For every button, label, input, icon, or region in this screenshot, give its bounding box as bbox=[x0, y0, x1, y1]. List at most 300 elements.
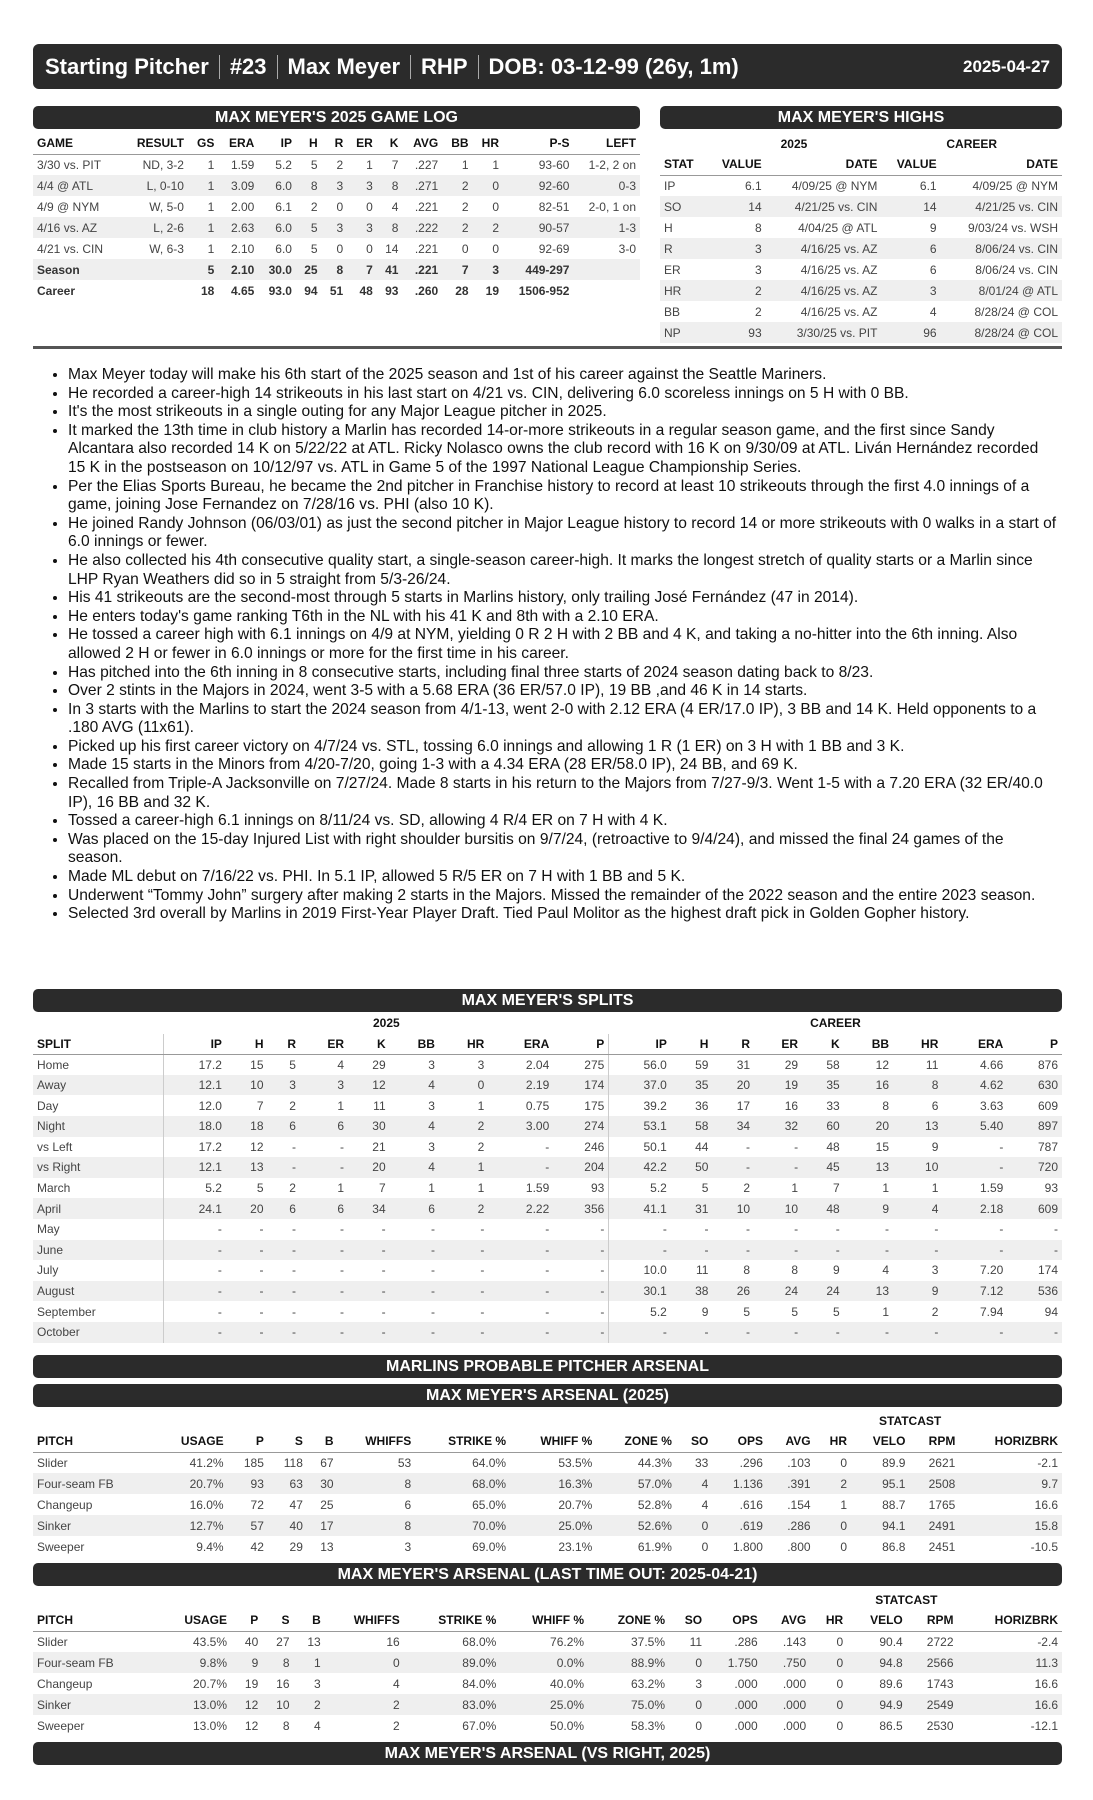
highs-cell: 3 bbox=[706, 238, 765, 259]
gamelog-cell: 28 bbox=[455, 283, 469, 298]
note-item: • Made ML debut on 7/16/22 vs. PHI. In 5.1 IP, allowed 5 R/5 ER on 7 H with 1 BB and 5 K. bbox=[68, 868, 1058, 887]
arsenal-cell: 72 bbox=[250, 1497, 264, 1512]
arsenal-col-header: USAGE bbox=[155, 1431, 228, 1452]
splits-cell: - bbox=[844, 1240, 893, 1261]
note-item: • Recalled from Triple-A Jacksonville on 7/27/24. Made 8 starts in his return to the Majors from 7/27-9/3. Went 1-5 with a 7.20 ERA (32 ER/40.0 IP), 16 BB and 32 K. bbox=[68, 775, 1058, 812]
note-item: • Underwent “Tommy John” surgery after making 2 starts in the Majors. Missed the remainder of the 2022 season and the entire 2023 season. bbox=[68, 887, 1058, 906]
arsenal-cell: 185 bbox=[243, 1455, 264, 1470]
highs-cell: 8/06/24 vs. CIN bbox=[975, 262, 1058, 277]
splits-cell: 18 bbox=[226, 1116, 268, 1137]
splits-cell: - bbox=[291, 1304, 296, 1319]
splits-cell: 4 bbox=[882, 1263, 890, 1278]
splits-row bbox=[33, 1137, 1062, 1158]
gamelog-cell: 0 bbox=[366, 199, 373, 214]
gamelog-cell: 8 bbox=[377, 175, 403, 196]
gamelog-cell: 0 bbox=[492, 199, 499, 214]
splits-cell: 3 bbox=[931, 1263, 939, 1278]
highs-header-row bbox=[660, 154, 1062, 175]
gamelog-cell: 2.10 bbox=[231, 241, 255, 256]
splits-col-header: H bbox=[226, 1034, 268, 1055]
gamelog-cell: 1 bbox=[366, 157, 373, 172]
arsenal-cell: 9.7 bbox=[959, 1473, 1062, 1494]
splits-cell: - bbox=[390, 1281, 439, 1302]
splits-cell: - bbox=[885, 1222, 890, 1237]
splits-cell: 0.75 bbox=[525, 1098, 550, 1113]
highs-cell: 6.1 bbox=[744, 178, 762, 193]
splits-cell: 31 bbox=[736, 1057, 751, 1072]
arsenal-cell: 12 bbox=[231, 1694, 262, 1715]
splits-cell: 35 bbox=[802, 1075, 844, 1096]
splits-row bbox=[33, 1198, 1062, 1219]
arsenal-cell: 30 bbox=[307, 1473, 338, 1494]
arsenal-cell: 16 bbox=[386, 1634, 400, 1649]
splits-cell: Night bbox=[33, 1116, 164, 1137]
splits-cell: 1 bbox=[931, 1181, 939, 1196]
arsenal-cell: 16 bbox=[276, 1676, 290, 1691]
arsenal-col-header: OPS bbox=[706, 1610, 762, 1631]
arsenal-cell: 61.9% bbox=[637, 1539, 672, 1554]
highs-cell: BB bbox=[664, 304, 681, 319]
divider bbox=[410, 55, 411, 79]
note-item: • Has pitched into the 6th inning in 8 consecutive starts, including final three starts of 2024 season dating back to 8/23. bbox=[68, 664, 1058, 683]
splits-cell: 3 bbox=[477, 1057, 485, 1072]
arsenal-cell: 86.8 bbox=[882, 1539, 906, 1554]
arsenal-col-header: STRIKE % bbox=[404, 1610, 501, 1631]
arsenal-cell: 37.5% bbox=[631, 1634, 666, 1649]
splits-cell: May bbox=[33, 1219, 164, 1240]
arsenal-cell: 2451 bbox=[928, 1539, 956, 1554]
arsenal-cell: 0 bbox=[840, 1539, 847, 1554]
splits-cell: 24 bbox=[802, 1281, 844, 1302]
splits-cell: 58 bbox=[826, 1057, 840, 1072]
splits-cell: - bbox=[942, 1157, 1007, 1178]
arsenal-cell: 13.0% bbox=[193, 1718, 228, 1733]
highs-cell: 4/09/25 @ NYM bbox=[972, 178, 1058, 193]
arsenal-cell: 75.0% bbox=[588, 1694, 669, 1715]
splits-cell: 2 bbox=[439, 1116, 488, 1137]
gamelog-cell: 25 bbox=[296, 259, 322, 280]
splits-cell: - bbox=[439, 1322, 488, 1343]
highs-cell: IP bbox=[664, 178, 676, 193]
arsenal-cell: 4 bbox=[393, 1676, 400, 1691]
gamelog-cell: 3 bbox=[347, 175, 377, 196]
highs-cell: ER bbox=[664, 262, 681, 277]
splits-cell: 12.1 bbox=[164, 1157, 226, 1178]
splits-cell: 3 bbox=[428, 1057, 435, 1072]
splits-cell: - bbox=[553, 1260, 609, 1281]
splits-cell: - bbox=[754, 1157, 802, 1178]
splits-cell: 20 bbox=[844, 1116, 893, 1137]
highs-cell: H bbox=[664, 220, 673, 235]
gamelog-cell: 8 bbox=[322, 259, 348, 280]
highs-table bbox=[660, 133, 1062, 343]
arsenal-cell: Slider bbox=[37, 1634, 68, 1649]
splits-cell: - bbox=[712, 1240, 754, 1261]
note-item: • Over 2 stints in the Majors in 2024, went 3-5 with a 5.68 ERA (36 ER/57.0 IP), 19 BB ,and 46 K in 14 starts. bbox=[68, 682, 1058, 701]
splits-cell: 5.2 bbox=[205, 1181, 222, 1196]
splits-cell: - bbox=[439, 1281, 488, 1302]
throws: RHP bbox=[421, 53, 468, 79]
gamelog-cell: 2 bbox=[473, 217, 503, 238]
splits-cell: 5 bbox=[791, 1304, 799, 1319]
splits-cell: - bbox=[712, 1322, 754, 1343]
arsenal-cell: 0 bbox=[669, 1694, 706, 1715]
arsenal-cell: 47 bbox=[289, 1497, 303, 1512]
splits-cell: 7.20 bbox=[979, 1263, 1004, 1278]
highs-row bbox=[660, 280, 1062, 301]
arsenal-row bbox=[33, 1652, 1062, 1673]
arsenal-cell: 0 bbox=[810, 1652, 847, 1673]
gamelog-col-header: P-S bbox=[503, 133, 573, 154]
arsenal-cell: 0 bbox=[840, 1455, 847, 1470]
arsenal-row bbox=[33, 1494, 1062, 1515]
arsenal-cell: 1.750 bbox=[706, 1652, 762, 1673]
splits-cell: - bbox=[934, 1222, 939, 1237]
splits-cell: 59 bbox=[695, 1057, 709, 1072]
arsenal-col-header: ZONE % bbox=[596, 1431, 676, 1452]
arsenal-cell: 2722 bbox=[926, 1634, 954, 1649]
gamelog-cell: 7 bbox=[391, 157, 399, 172]
gamelog-cell: 2 bbox=[442, 217, 472, 238]
gamelog-cell: 6.0 bbox=[258, 175, 296, 196]
splits-cell: - bbox=[480, 1263, 485, 1278]
divider bbox=[478, 55, 479, 79]
arsenal-cell: .750 bbox=[762, 1652, 810, 1673]
arsenal-cell: 1 bbox=[294, 1652, 325, 1673]
arsenal-cell: 64.0% bbox=[472, 1455, 507, 1470]
gamelog-row bbox=[33, 238, 640, 259]
splits-col-header: P bbox=[1007, 1034, 1062, 1055]
splits-cell: 204 bbox=[553, 1157, 609, 1178]
highs-row bbox=[660, 259, 1062, 280]
role-label: Starting Pitcher bbox=[45, 53, 209, 79]
highs-cell: 2 bbox=[754, 304, 762, 319]
splits-row bbox=[33, 1322, 1062, 1343]
splits-cell: 39.2 bbox=[643, 1098, 667, 1113]
gamelog-cell: 4/4 @ ATL bbox=[33, 175, 122, 196]
gamelog-cell: 30.0 bbox=[258, 259, 296, 280]
gamelog-cell: 51 bbox=[329, 283, 344, 298]
splits-cell: - bbox=[259, 1222, 264, 1237]
splits-cell: - bbox=[488, 1281, 553, 1302]
splits-cell: 2 bbox=[931, 1304, 939, 1319]
arsenal-cell: Sinker bbox=[33, 1694, 157, 1715]
gamelog-col-header: R bbox=[322, 133, 348, 154]
splits-cell: 30 bbox=[348, 1116, 390, 1137]
gamelog-cell: .227 bbox=[414, 157, 439, 172]
splits-row bbox=[33, 1157, 1062, 1178]
splits-cell: - bbox=[300, 1322, 348, 1343]
splits-cell: 609 bbox=[1007, 1198, 1062, 1219]
splits-col-header: HR bbox=[893, 1034, 942, 1055]
arsenal-cell: 8 bbox=[262, 1652, 293, 1673]
splits-cell: - bbox=[291, 1263, 296, 1278]
gamelog-cell: 3 bbox=[473, 259, 503, 280]
splits-cell: - bbox=[164, 1322, 226, 1343]
gamelog-cell: 8 bbox=[377, 217, 403, 238]
splits-cell: - bbox=[291, 1139, 296, 1154]
splits-cell: - bbox=[942, 1240, 1007, 1261]
arsenal-cell: 1.136 bbox=[712, 1473, 767, 1494]
gamelog-col-header: K bbox=[377, 133, 403, 154]
splits-cell: - bbox=[340, 1304, 345, 1319]
arsenal-cell: 20.7% bbox=[193, 1676, 228, 1691]
note-item: • He enters today's game ranking T6th in the NL with his 41 K and 8th with a 2.10 ERA. bbox=[68, 608, 1058, 627]
highs-cell: HR bbox=[660, 280, 706, 301]
splits-row bbox=[33, 1178, 1062, 1199]
splits-cell: - bbox=[226, 1322, 268, 1343]
arsenal-main-title: MARLINS PROBABLE PITCHER ARSENAL bbox=[33, 1355, 1062, 1378]
arsenal-cell: 0.0% bbox=[500, 1652, 588, 1673]
splits-cell: 876 bbox=[1037, 1057, 1058, 1072]
gamelog-cell: 2.63 bbox=[218, 217, 258, 238]
arsenal-cell: 3 bbox=[695, 1676, 703, 1691]
arsenal-cell: 52.8% bbox=[637, 1497, 672, 1512]
highs-cell: 4/16/25 vs. AZ bbox=[800, 262, 878, 277]
arsenal-cell: 16.6 bbox=[1034, 1497, 1058, 1512]
splits-cell: 10.0 bbox=[643, 1263, 667, 1278]
splits-title: MAX MEYER'S SPLITS bbox=[33, 989, 1062, 1012]
splits-cell: vs Left bbox=[33, 1137, 164, 1158]
highs-cell: 4 bbox=[929, 304, 937, 319]
arsenal-cell: 40.0% bbox=[550, 1676, 585, 1691]
gamelog-cell: 7 bbox=[347, 259, 377, 280]
splits-cell: - bbox=[1007, 1322, 1062, 1343]
splits-cell: - bbox=[340, 1263, 345, 1278]
splits-cell: - bbox=[268, 1240, 300, 1261]
splits-cell: 53.1 bbox=[609, 1116, 671, 1137]
splits-cell: 48 bbox=[826, 1139, 840, 1154]
highs-cell: 4/21/25 vs. CIN bbox=[941, 196, 1062, 217]
splits-cell: - bbox=[430, 1222, 435, 1237]
arsenal-cell: 9.4% bbox=[196, 1539, 224, 1554]
splits-cell: 6 bbox=[390, 1198, 439, 1219]
splits-cell: 175 bbox=[553, 1095, 609, 1116]
arsenal-cell: 94.8 bbox=[847, 1652, 907, 1673]
splits-cell: 5.2 bbox=[650, 1181, 667, 1196]
highs-cell: 8/06/24 vs. CIN bbox=[941, 238, 1062, 259]
arsenal-cell: .000 bbox=[734, 1676, 758, 1691]
arsenal-cell: 0 bbox=[836, 1634, 844, 1649]
divider bbox=[219, 55, 220, 79]
splits-cell: 5 bbox=[833, 1304, 840, 1319]
splits-cell: 2.04 bbox=[525, 1057, 550, 1072]
splits-cell: July bbox=[33, 1260, 164, 1281]
highs-group-row bbox=[660, 133, 1062, 154]
arsenal-cell: Slider bbox=[37, 1455, 68, 1470]
splits-cell: - bbox=[553, 1281, 609, 1302]
note-item: • He also collected his 4th consecutive quality start, a single-season career-high. It marks the longest stretch of quality starts or a Marlin since LHP Ryan Weathers did so in 5 straight from 5/3-26/24. bbox=[68, 552, 1058, 589]
splits-cell: 15 bbox=[250, 1057, 264, 1072]
splits-cell: Day bbox=[33, 1095, 164, 1116]
splits-cell: 41.1 bbox=[609, 1198, 671, 1219]
splits-cell: 8 bbox=[882, 1098, 890, 1113]
gamelog-cell: 1-3 bbox=[573, 217, 640, 238]
note-item: • Tossed a career-high 6.1 innings on 8/11/24 vs. SD, allowing 4 R/4 ER on 7 H with 4 K. bbox=[68, 812, 1058, 831]
note-item: • His 41 strikeouts are the second-most through 5 starts in Marlins history, only trailing José Fernández (47 in 2014). bbox=[68, 589, 1058, 608]
statcast-group-row bbox=[33, 1410, 1062, 1431]
splits-cell: 787 bbox=[1037, 1139, 1058, 1154]
splits-cell: 31 bbox=[671, 1198, 713, 1219]
arsenal-row bbox=[33, 1694, 1062, 1715]
splits-cell: 609 bbox=[1037, 1098, 1058, 1113]
splits-cell: - bbox=[662, 1222, 667, 1237]
gamelog-cell: 3.09 bbox=[218, 175, 258, 196]
highs-cell: R bbox=[660, 238, 706, 259]
splits-cell: - bbox=[999, 1139, 1004, 1154]
arsenal-cell: 15.8 bbox=[959, 1515, 1062, 1536]
gamelog-cell: 5.2 bbox=[275, 157, 292, 172]
arsenal-cell: Four-seam FB bbox=[33, 1652, 157, 1673]
splits-cell: 21 bbox=[372, 1139, 386, 1154]
arsenal-col-header: AVG bbox=[767, 1431, 815, 1452]
splits-cell: 29 bbox=[372, 1057, 386, 1072]
splits-cell: 8 bbox=[893, 1075, 942, 1096]
splits-cell: 17.2 bbox=[198, 1139, 222, 1154]
splits-cell: - bbox=[545, 1263, 550, 1278]
gamelog-cell: 449-297 bbox=[503, 259, 573, 280]
gamelog-row bbox=[33, 196, 640, 217]
arsenal-cell: 69.0% bbox=[472, 1539, 507, 1554]
splits-cell: 7.12 bbox=[942, 1281, 1007, 1302]
arsenal-col-header: P bbox=[231, 1610, 262, 1631]
arsenal-2025-title: MAX MEYER'S ARSENAL (2025) bbox=[33, 1384, 1062, 1407]
splits-cell: - bbox=[553, 1240, 609, 1261]
arsenal-cell: 68.0% bbox=[462, 1634, 497, 1649]
splits-row bbox=[33, 1095, 1062, 1116]
splits-cell: - bbox=[746, 1222, 751, 1237]
splits-cell: 11 bbox=[373, 1098, 386, 1113]
splits-cell: - bbox=[754, 1322, 802, 1343]
arsenal-cell: .000 bbox=[734, 1718, 758, 1733]
arsenal-col-header: RPM bbox=[907, 1610, 958, 1631]
highs-col-header: VALUE bbox=[706, 154, 765, 175]
splits-cell: 20 bbox=[348, 1157, 390, 1178]
arsenal-cell: 94.1 bbox=[851, 1515, 909, 1536]
arsenal-col-header: RPM bbox=[909, 1431, 959, 1452]
splits-col-header: K bbox=[802, 1034, 844, 1055]
gamelog-cell: 5 bbox=[310, 157, 318, 172]
gamelog-cell: 93-60 bbox=[538, 157, 570, 172]
splits-cell: - bbox=[259, 1304, 264, 1319]
highs-row bbox=[660, 322, 1062, 343]
splits-cell: 6 bbox=[268, 1198, 300, 1219]
gamelog-cell: 2 bbox=[442, 175, 472, 196]
splits-cell: 3 bbox=[268, 1075, 300, 1096]
arsenal-col-header: S bbox=[262, 1610, 293, 1631]
arsenal-cell: 2 bbox=[815, 1473, 851, 1494]
splits-cell: 10 bbox=[893, 1157, 942, 1178]
gamelog-cell: 5 bbox=[188, 259, 218, 280]
splits-cell: 8 bbox=[743, 1263, 751, 1278]
splits-cell: - bbox=[300, 1240, 348, 1261]
highs-cell: 14 bbox=[881, 196, 940, 217]
arsenal-cell: 8 bbox=[338, 1473, 416, 1494]
gamelog-cell: 6.1 bbox=[275, 199, 292, 214]
splits-cell: - bbox=[609, 1322, 671, 1343]
splits-col-header: P bbox=[553, 1034, 609, 1055]
note-item: • It's the most strikeouts in a single outing for any Major League pitcher in 2025. bbox=[68, 403, 1058, 422]
gamelog-cell: 3 bbox=[322, 217, 348, 238]
note-item: • Was placed on the 15-day Injured List with right shoulder bursitis on 9/7/24, (retroactive to 9/4/24), and missed the final 24 games of the season. bbox=[68, 831, 1058, 868]
splits-cell: 8 bbox=[791, 1263, 799, 1278]
arsenal-cell: 89.6 bbox=[879, 1676, 903, 1691]
highs-cell: 96 bbox=[881, 322, 940, 343]
splits-cell: - bbox=[802, 1240, 844, 1261]
splits-cell: 12.1 bbox=[164, 1075, 226, 1096]
arsenal-cell: 8 bbox=[282, 1718, 290, 1733]
splits-cell: - bbox=[545, 1139, 550, 1154]
arsenal-cell: 8 bbox=[338, 1515, 416, 1536]
splits-cell: - bbox=[291, 1222, 296, 1237]
arsenal-cell: 2621 bbox=[928, 1455, 956, 1470]
arsenal-cell: 88.7 bbox=[882, 1497, 906, 1512]
splits-col-header: BB bbox=[390, 1034, 439, 1055]
splits-header-row bbox=[33, 1034, 1062, 1055]
arsenal-cell: 95.1 bbox=[851, 1473, 909, 1494]
arsenal-cell: 29 bbox=[289, 1539, 303, 1554]
splits-cell: - bbox=[439, 1240, 488, 1261]
splits-row bbox=[33, 1240, 1062, 1261]
splits-cell: - bbox=[746, 1139, 751, 1154]
splits-cell: 1 bbox=[439, 1157, 488, 1178]
splits-cell: 33 bbox=[826, 1098, 840, 1113]
splits-cell: 6 bbox=[268, 1116, 300, 1137]
splits-cell: - bbox=[217, 1222, 222, 1237]
splits-cell: 1 bbox=[428, 1181, 435, 1196]
gamelog-cell: 2 bbox=[336, 157, 344, 172]
splits-cell: 536 bbox=[1007, 1281, 1062, 1302]
splits-cell: 11 bbox=[925, 1057, 939, 1072]
splits-col-header: IP bbox=[164, 1034, 226, 1055]
gamelog-cell: 41 bbox=[377, 259, 403, 280]
gamelog-col-header: ER bbox=[347, 133, 377, 154]
gamelog-cell: 6.0 bbox=[275, 241, 292, 256]
gamelog-cell: 1506-952 bbox=[518, 283, 570, 298]
gamelog-col-header: H bbox=[296, 133, 322, 154]
splits-cell: 56.0 bbox=[643, 1057, 667, 1072]
splits-cell: 2 bbox=[439, 1198, 488, 1219]
note-item: • Made 15 starts in the Minors from 4/20-7/20, going 1-3 with a 4.34 ERA (28 ER/58.0 IP), 24 BB, and 69 K. bbox=[68, 756, 1058, 775]
splits-cell: - bbox=[164, 1281, 226, 1302]
splits-cell: 50.1 bbox=[643, 1139, 667, 1154]
gamelog-cell: 1 bbox=[188, 217, 218, 238]
gamelog-col-header: ERA bbox=[218, 133, 258, 154]
splits-cell: 32 bbox=[754, 1116, 802, 1137]
arsenal-cell: .000 bbox=[782, 1718, 807, 1733]
highs-cell: NP bbox=[660, 322, 706, 343]
arsenal-row bbox=[33, 1473, 1062, 1494]
splits-cell: 2 bbox=[477, 1139, 485, 1154]
gamelog-cell: 6.0 bbox=[258, 217, 296, 238]
arsenal-row bbox=[33, 1715, 1062, 1736]
arsenal-cell: 0 bbox=[810, 1694, 847, 1715]
gamelog-cell: 93 bbox=[385, 283, 399, 298]
arsenal-cell: 90.4 bbox=[879, 1634, 903, 1649]
splits-row bbox=[33, 1054, 1062, 1075]
arsenal-col-header: USAGE bbox=[157, 1610, 231, 1631]
arsenal-cell: 88.9% bbox=[588, 1652, 669, 1673]
splits-cell: 1.59 bbox=[979, 1181, 1004, 1196]
arsenal-cell: 4 bbox=[314, 1718, 321, 1733]
arsenal-col-header: HR bbox=[810, 1610, 847, 1631]
statcast-label: STATCAST bbox=[879, 1413, 942, 1428]
arsenal-cell: 67 bbox=[320, 1455, 334, 1470]
splits-cell: 4 bbox=[337, 1057, 345, 1072]
splits-cell: 30.1 bbox=[609, 1281, 671, 1302]
gamelog-cell: .222 bbox=[402, 217, 442, 238]
splits-cell: 9 bbox=[701, 1304, 709, 1319]
